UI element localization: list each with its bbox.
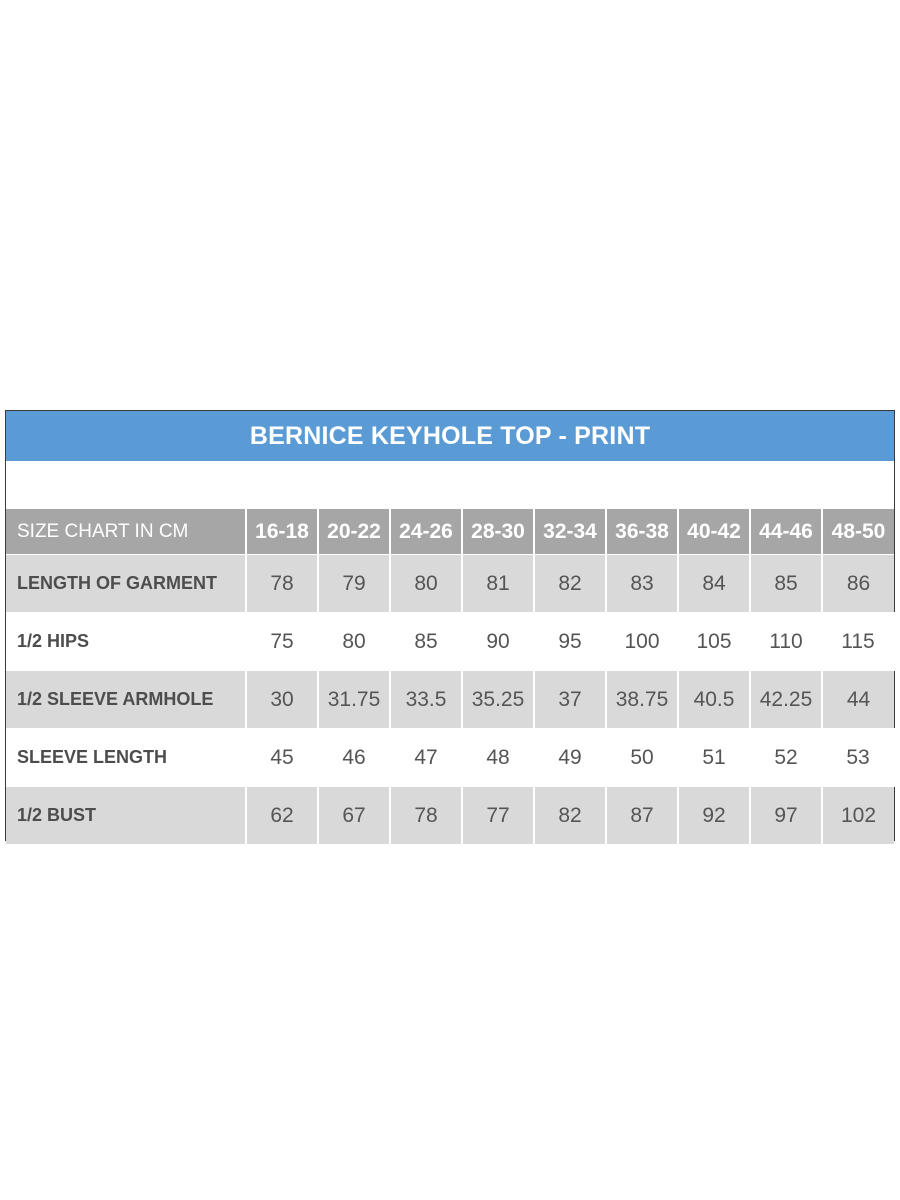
table-cell: 48 bbox=[462, 729, 534, 787]
size-header: 16-18 bbox=[246, 509, 318, 555]
table-cell: 47 bbox=[390, 729, 462, 787]
table-cell: 82 bbox=[534, 787, 606, 845]
table-cell: 110 bbox=[750, 613, 822, 671]
table-cell: 31.75 bbox=[318, 671, 390, 729]
table-cell: 46 bbox=[318, 729, 390, 787]
table-cell: 95 bbox=[534, 613, 606, 671]
table-cell: 102 bbox=[822, 787, 894, 845]
chart-title: BERNICE KEYHOLE TOP - PRINT bbox=[6, 411, 894, 461]
size-header: 28-30 bbox=[462, 509, 534, 555]
title-spacer bbox=[6, 461, 894, 509]
corner-label: SIZE CHART IN CM bbox=[6, 509, 246, 555]
table-cell: 42.25 bbox=[750, 671, 822, 729]
table-row bbox=[6, 729, 894, 787]
table-cell: 86 bbox=[822, 555, 894, 613]
size-header: 44-46 bbox=[750, 509, 822, 555]
table-cell: 52 bbox=[750, 729, 822, 787]
table-cell: 33.5 bbox=[390, 671, 462, 729]
table-cell: 50 bbox=[606, 729, 678, 787]
table-cell: 80 bbox=[318, 613, 390, 671]
table-cell: 51 bbox=[678, 729, 750, 787]
row-label: 1/2 SLEEVE ARMHOLE bbox=[6, 671, 246, 729]
table-cell: 81 bbox=[462, 555, 534, 613]
table-cell: 30 bbox=[246, 671, 318, 729]
table-cell: 97 bbox=[750, 787, 822, 845]
table-cell: 83 bbox=[606, 555, 678, 613]
row-label: LENGTH OF GARMENT bbox=[6, 555, 246, 613]
row-label: 1/2 HIPS bbox=[6, 613, 246, 671]
table-row bbox=[6, 613, 894, 671]
table-cell: 85 bbox=[750, 555, 822, 613]
size-header: 36-38 bbox=[606, 509, 678, 555]
size-header: 24-26 bbox=[390, 509, 462, 555]
table-cell: 78 bbox=[390, 787, 462, 845]
table-cell: 84 bbox=[678, 555, 750, 613]
size-header-row bbox=[6, 509, 894, 555]
table-cell: 85 bbox=[390, 613, 462, 671]
size-header: 20-22 bbox=[318, 509, 390, 555]
table-cell: 92 bbox=[678, 787, 750, 845]
table-cell: 77 bbox=[462, 787, 534, 845]
table-cell: 44 bbox=[822, 671, 894, 729]
table-cell: 49 bbox=[534, 729, 606, 787]
table-cell: 105 bbox=[678, 613, 750, 671]
table-cell: 79 bbox=[318, 555, 390, 613]
table-cell: 37 bbox=[534, 671, 606, 729]
table-row bbox=[6, 787, 894, 845]
table-cell: 67 bbox=[318, 787, 390, 845]
size-table bbox=[6, 509, 895, 844]
table-cell: 87 bbox=[606, 787, 678, 845]
table-cell: 38.75 bbox=[606, 671, 678, 729]
table-row bbox=[6, 671, 894, 729]
size-header: 32-34 bbox=[534, 509, 606, 555]
table-cell: 40.5 bbox=[678, 671, 750, 729]
size-header: 48-50 bbox=[822, 509, 894, 555]
table-cell: 80 bbox=[390, 555, 462, 613]
size-chart bbox=[5, 410, 895, 841]
table-cell: 35.25 bbox=[462, 671, 534, 729]
table-cell: 100 bbox=[606, 613, 678, 671]
table-cell: 78 bbox=[246, 555, 318, 613]
size-header: 40-42 bbox=[678, 509, 750, 555]
table-cell: 75 bbox=[246, 613, 318, 671]
table-cell: 62 bbox=[246, 787, 318, 845]
table-row bbox=[6, 555, 894, 613]
table-cell: 115 bbox=[822, 613, 894, 671]
table-cell: 90 bbox=[462, 613, 534, 671]
row-label: SLEEVE LENGTH bbox=[6, 729, 246, 787]
row-label: 1/2 BUST bbox=[6, 787, 246, 845]
table-cell: 53 bbox=[822, 729, 894, 787]
table-cell: 45 bbox=[246, 729, 318, 787]
table-cell: 82 bbox=[534, 555, 606, 613]
